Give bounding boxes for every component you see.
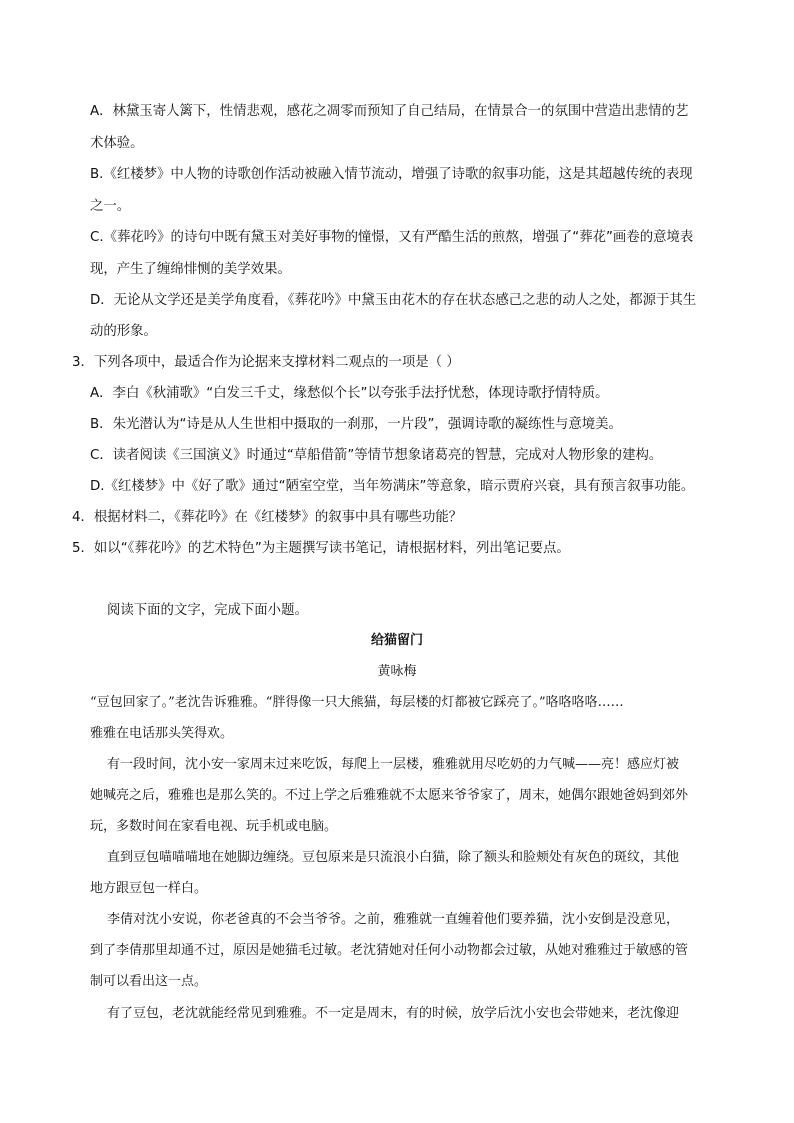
story-author: 黄咏梅 xyxy=(377,664,417,679)
story-line-3: 有一段时间，沈小安一家周末过来吃饭，每爬上一层楼，雅雅就用尽吃奶的力气喊——亮！感应灯被 xyxy=(107,757,680,772)
option-2b-line2: 之一。 xyxy=(90,199,131,214)
question-5: 5．如以“《葬花吟》的艺术特色”为主题撰写读书笔记，请根据材料，列出笔记要点。 xyxy=(72,541,570,556)
story-line-7: 地方跟豆包一样白。 xyxy=(90,881,208,896)
story-line-8: 李倩对沈小安说，你老爸真的不会当爷爷。之前，雅雅就一直缠着他们要养猫，沈小安倒是没意见， xyxy=(107,912,680,927)
option-2b-line1: B.《红楼梦》中人物的诗歌创作活动被融入情节流动，增强了诗歌的叙事功能，这是其超越传统的表现 xyxy=(90,167,693,182)
option-3d: D.《红楼梦》中《好了歌》通过“陋室空堂，当年笏满床”等意象，暗示贾府兴衰，具有预言叙事功能。 xyxy=(90,479,695,494)
option-2d-line1: D．无论从文学还是美学角度看，《葬花吟》中黛玉由花木的存在状态感己之悲的动人之处，都源于其生 xyxy=(90,293,697,308)
option-3c: C．读者阅读《三国演义》时通过“草船借箭”等情节想象诸葛亮的智慧，完成对人物形象的建构。 xyxy=(90,448,663,463)
story-line-4: 她喊亮之后，雅雅也是那么笑的。不过上学之后雅雅就不太愿来爷爷家了，周末，她偶尔跟她爸妈到郊外 xyxy=(90,788,689,803)
option-2c-line1: C.《葬花吟》的诗句中既有黛玉对美好事物的憧憬，又有严酷生活的煎熬，增强了“葬花”画卷的意境表 xyxy=(90,230,694,245)
story-title: 给猫留门 xyxy=(370,633,423,648)
question-3-stem: 3．下列各项中，最适合作为论据来支撑材料二观点的一项是（ ） xyxy=(72,355,460,370)
story-line-1: “豆包回家了。”老沈告诉雅雅。“胖得像一只大熊猫，每层楼的灯都被它踩亮了。”咯咯咯咯…… xyxy=(90,695,624,710)
option-3b: B．朱光潜认为“诗是从人生世相中摄取的一刹那，一片段”，强调诗歌的凝练性与意境美。 xyxy=(90,417,622,432)
story-line-5: 玩，多数时间在家看电视、玩手机或电脑。 xyxy=(90,819,338,834)
story-line-2: 雅雅在电话那头笑得欢。 xyxy=(90,726,234,741)
reading-instruction: 阅读下面的文字，完成下面小题。 xyxy=(107,603,308,618)
option-2a-line2: 术体验。 xyxy=(90,136,144,151)
option-2a-line1: A．林黛玉寄人篱下，性情悲观，感花之凋零而预知了自己结局，在情景合一的氛围中营造出悲情的艺 xyxy=(90,104,689,119)
question-4: 4．根据材料二，《葬花吟》在《红楼梦》的叙事中具有哪些功能？ xyxy=(72,510,463,525)
story-line-9: 到了李倩那里却通不过，原因是她猫毛过敏。老沈猜她对任何小动物都会过敏，从她对雅雅过于敏感的管 xyxy=(90,943,689,958)
option-3a: A．李白《秋浦歌》“白发三千丈，缘愁似个长”以夸张手法抒忧愁，体现诗歌抒情特质。 xyxy=(90,386,609,401)
option-2d-line2: 动的形象。 xyxy=(90,324,157,339)
story-line-10: 制可以看出这一点。 xyxy=(90,974,208,989)
story-line-11: 有了豆包，老沈就能经常见到雅雅。不一定是周末，有的时候，放学后沈小安也会带她来，老沈像迎 xyxy=(107,1006,680,1021)
option-2c-line2: 现，产生了缠绵悱恻的美学效果。 xyxy=(90,262,291,277)
story-line-6: 直到豆包喵喵喵地在她脚边缠绕。豆包原来是只流浪小白猫，除了额头和脸颊处有灰色的斑纹，其他 xyxy=(107,850,680,865)
